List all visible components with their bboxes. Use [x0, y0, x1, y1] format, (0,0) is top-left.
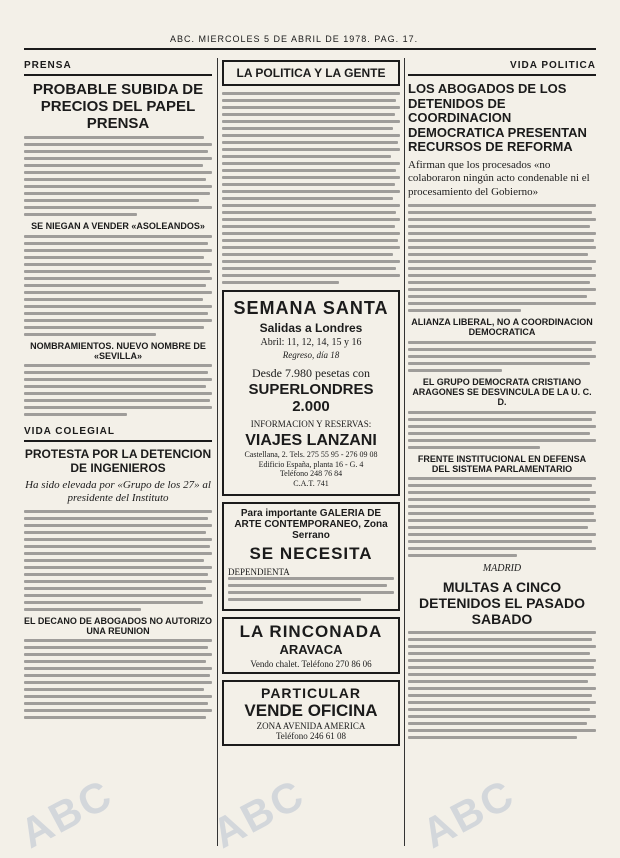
ad-line: VIAJES LANZANI	[245, 432, 377, 449]
section-vida-politica: VIDA POLITICA	[408, 58, 596, 76]
ad-title: SE NECESITA	[249, 544, 373, 564]
headline-abogados: LOS ABOGADOS DE LOS DETENIDOS DE COORDINACION DEMOCRATICA PRESENTAN RECURSOS DE REFORMA	[408, 81, 587, 155]
ad-title: VENDE OFICINA	[244, 701, 378, 721]
ad-line: Castellana, 2. Tels. 275 55 95 - 276 09 08	[244, 450, 378, 459]
ad-line: ZONA AVENIDA AMERICA	[256, 721, 366, 732]
section-vida-colegial: VIDA COLEGIAL	[24, 424, 212, 442]
watermark-logo: ABC	[204, 770, 313, 858]
page-masthead: ABC. MIERCOLES 5 DE ABRIL DE 1978. PAG. 17.	[170, 34, 419, 44]
subhead-frente-institucional: FRENTE INSTITUCIONAL EN DEFENSA DEL SISTEMA PARLAMENTARIO	[417, 453, 587, 475]
watermark-logo: ABC	[414, 770, 523, 858]
ad-line: Teléfono 248 76 84	[279, 469, 343, 479]
subhead-alianza-liberal: ALIANZA LIBERAL, NO A COORDINACION DEMOCRATICA	[411, 316, 593, 338]
ad-line: Teléfono 246 61 08	[275, 731, 347, 742]
right-column	[408, 58, 596, 846]
article-body	[24, 364, 212, 416]
subhead-asoleandos: SE NIEGAN A VENDER «ASOLEANDOS»	[31, 221, 205, 232]
subhead-decano: EL DECANO DE ABOGADOS NO AUTORIZO UNA REUNION	[24, 615, 212, 637]
ad-vende-oficina	[222, 680, 400, 746]
headline-papel-prensa: PROBABLE SUBIDA DE PRECIOS DEL PAPEL PRENSA	[32, 81, 204, 132]
ad-line: DEPENDIENTA	[228, 567, 290, 578]
column-divider	[217, 58, 218, 846]
subhead-nombramientos: NOMBRAMIENTOS. NUEVO NOMBRE DE «SEVILLA»	[30, 340, 206, 362]
column-divider	[404, 58, 405, 846]
watermark-logo: ABC	[12, 770, 121, 858]
section-prensa: PRENSA	[24, 58, 212, 76]
article-body	[408, 477, 596, 557]
ad-title: SEMANA SANTA	[233, 298, 389, 318]
article-body	[24, 510, 212, 611]
box-la-politica-y-la-gente: LA POLITICA Y LA GENTE	[222, 60, 400, 86]
left-column	[24, 58, 212, 846]
ad-line: Desde 7.980 pesetas con	[252, 366, 370, 380]
subhead-grupo-democrata: EL GRUPO DEMOCRATA CRISTIANO ARAGONES SE DESVINCULA DE LA U. C. D.	[412, 376, 592, 408]
ad-line: Abril: 11, 12, 14, 15 y 16	[260, 337, 362, 348]
ad-line: C.A.T. 741	[293, 478, 329, 488]
masthead-rule	[24, 48, 596, 50]
dateline-madrid: MADRID	[482, 563, 522, 575]
article-body	[408, 204, 596, 312]
ad-line: Regreso, día 18	[282, 350, 340, 360]
ad-title: LA RINCONADA	[239, 622, 383, 642]
ad-subtitle: ARAVACA	[279, 642, 343, 658]
article-body	[24, 235, 212, 336]
article-body	[24, 639, 212, 719]
headline-ingenieros: PROTESTA POR LA DETENCION DE INGENIEROS	[24, 447, 212, 475]
middle-column	[222, 58, 400, 846]
ad-galeria-arte	[222, 502, 400, 611]
italic-subhead: Ha sido elevada por «Grupo de los 27» al presidente del Instituto	[25, 479, 211, 505]
article-body	[408, 341, 596, 372]
headline-multas: MULTAS A CINCO DETENIDOS EL PASADO SABADO	[419, 579, 585, 627]
ad-line: Para importante GALERIA DE ARTE CONTEMPORANEO, Zona Serrano	[234, 508, 388, 542]
ad-line: Edificio España, planta 16 - G. 4	[258, 459, 364, 469]
ad-body	[228, 577, 394, 601]
ad-line: PARTICULAR	[261, 685, 361, 702]
ad-semana-santa	[222, 290, 400, 496]
article-body	[222, 92, 400, 284]
ad-line: Vendo chalet. Teléfono 270 86 06	[250, 659, 372, 670]
ad-line: SUPERLONDRES 2.000	[248, 381, 374, 415]
lead-paragraph: Afirman que los procesados «no colaboraron ningún acto condenable ni el procesamiento del Gobierno»	[408, 158, 590, 199]
ad-line: Salidas a Londres	[259, 321, 363, 335]
article-body	[24, 136, 212, 216]
ad-line: INFORMACION Y RESERVAS:	[250, 419, 372, 429]
article-body	[408, 411, 596, 449]
article-body	[408, 631, 596, 739]
ad-la-rinconada	[222, 617, 400, 674]
